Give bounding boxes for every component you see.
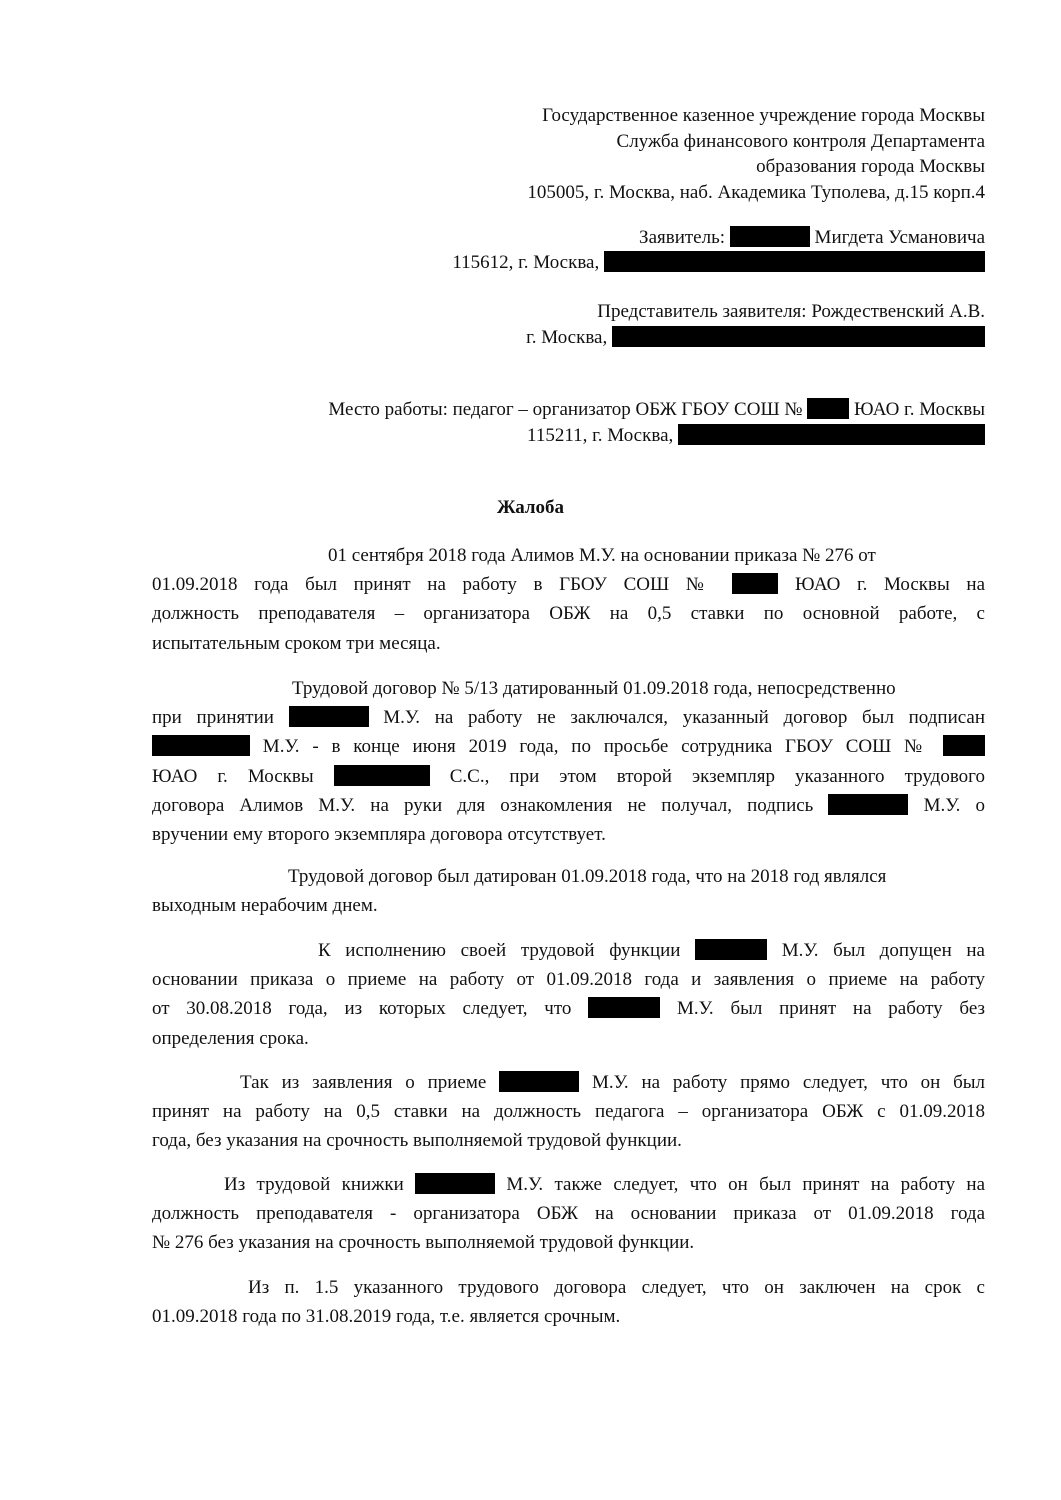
redaction-box — [289, 706, 369, 727]
workplace-address: 115211, г. Москва, — [527, 425, 674, 446]
org-name-line1: Государственное казенное учреждение города Москвы — [542, 105, 985, 126]
text-line: года, без указания на срочность выполняемой трудовой функции. — [152, 1130, 682, 1152]
paragraph-4 — [152, 936, 985, 1053]
applicant-name: Мигдета Усмановича — [814, 227, 985, 248]
text-line: вручении ему второго экземпляра договора отсутствует. — [152, 824, 606, 846]
text-line: 01.09.2018 года по 31.08.2019 года, т.е. является срочным. — [152, 1306, 621, 1328]
text-line: Из трудовой книжки М.У. также следует, что он был принят на работу на — [224, 1174, 986, 1195]
org-address: 105005, г. Москва, наб. Академика Туполева, д.15 корп.4 — [527, 182, 985, 203]
paragraph-6 — [152, 1170, 985, 1258]
workplace-line — [328, 397, 985, 423]
text-line: принят на работу на 0,5 ставки на должность педагога – организатора ОБЖ с 01.09.2018 — [152, 1101, 985, 1123]
representative-address: г. Москва, — [526, 327, 608, 348]
paragraph-3 — [152, 862, 985, 920]
text-line: должность преподавателя – организатора ОБЖ на 0,5 ставки по основной работе, с — [152, 603, 985, 625]
text-line: Трудовой договор № 5/13 датированный 01.09.2018 года, непосредственно — [292, 678, 896, 699]
paragraph-5 — [152, 1068, 985, 1156]
text-line: № 276 без указания на срочность выполняемой трудовой функции. — [152, 1232, 695, 1254]
applicant-address-line — [452, 250, 985, 276]
redaction-box — [943, 735, 985, 756]
redaction-box — [415, 1173, 495, 1194]
redaction-box — [334, 765, 430, 786]
text-line: основании приказа о приеме на работу от 01.09.2018 года и заявления о приеме на работу — [152, 969, 985, 991]
paragraph-2 — [152, 674, 985, 849]
representative-address-line — [526, 325, 985, 351]
applicant-line — [639, 225, 985, 251]
text-line: М.У. - в конце июня 2019 года, по просьбе сотрудника ГБОУ СОШ № — [152, 732, 985, 761]
text-line: 01 сентября 2018 года Алимов М.У. на основании приказа № 276 от — [328, 545, 876, 566]
representative: Представитель заявителя: Рождественский А.В. — [597, 301, 985, 322]
applicant-address: 115612, г. Москва, — [452, 252, 600, 273]
redaction-box — [612, 326, 985, 347]
org-name-line3: образования города Москвы — [756, 156, 985, 177]
redaction-box — [807, 398, 849, 419]
redaction-box — [828, 794, 908, 815]
text-line: должность преподавателя - организатора ОБЖ на основании приказа от 01.09.2018 года — [152, 1203, 985, 1225]
text-line: при принятии М.У. на работу не заключался, указанный договор был подписан — [152, 707, 986, 729]
text-line: договора Алимов М.У. на руки для ознакомления не получал, подпись М.У. о — [152, 794, 986, 816]
text-line: К исполнению своей трудовой функции М.У. был допущен на — [318, 940, 985, 961]
redaction-box — [604, 251, 985, 272]
text-line: Трудовой договор был датирован 01.09.2018 года, что на 2018 год являлся — [288, 866, 887, 887]
text-line: 01.09.2018 года был принят на работу в ГБОУ СОШ № ЮАО г. Москвы на — [152, 574, 985, 596]
text-line: определения срока. — [152, 1027, 309, 1049]
redaction-box — [732, 573, 778, 594]
text-line: Из п. 1.5 указанного трудового договора следует, что он заключен на срок с — [248, 1277, 985, 1298]
workplace-suffix: ЮАО г. Москвы — [854, 399, 985, 420]
applicant-label: Заявитель: — [639, 227, 726, 248]
text-line: выходным нерабочим днем. — [152, 895, 378, 917]
paragraph-7 — [152, 1273, 985, 1331]
redaction-box — [678, 424, 985, 445]
redaction-box — [695, 939, 767, 960]
workplace-address-line — [527, 423, 985, 449]
redaction-box — [152, 735, 250, 756]
workplace-prefix: Место работы: педагог – организатор ОБЖ ГБОУ СОШ № — [328, 399, 803, 420]
text-line: испытательным сроком три месяца. — [152, 632, 441, 654]
text-line: от 30.08.2018 года, из которых следует, что М.У. был принят на работу без — [152, 998, 986, 1020]
text-line: Так из заявления о приеме М.У. на работу прямо следует, что он был — [240, 1072, 986, 1093]
redaction-box — [588, 997, 660, 1018]
text-line: ЮАО г. Москвы С.С., при этом второй экземпляр указанного трудового — [152, 765, 985, 787]
org-name-line2: Служба финансового контроля Департамента — [616, 131, 985, 152]
redaction-box — [499, 1071, 579, 1092]
document-title: Жалоба — [496, 497, 565, 518]
redaction-box — [730, 226, 810, 247]
paragraph-1 — [152, 541, 985, 658]
